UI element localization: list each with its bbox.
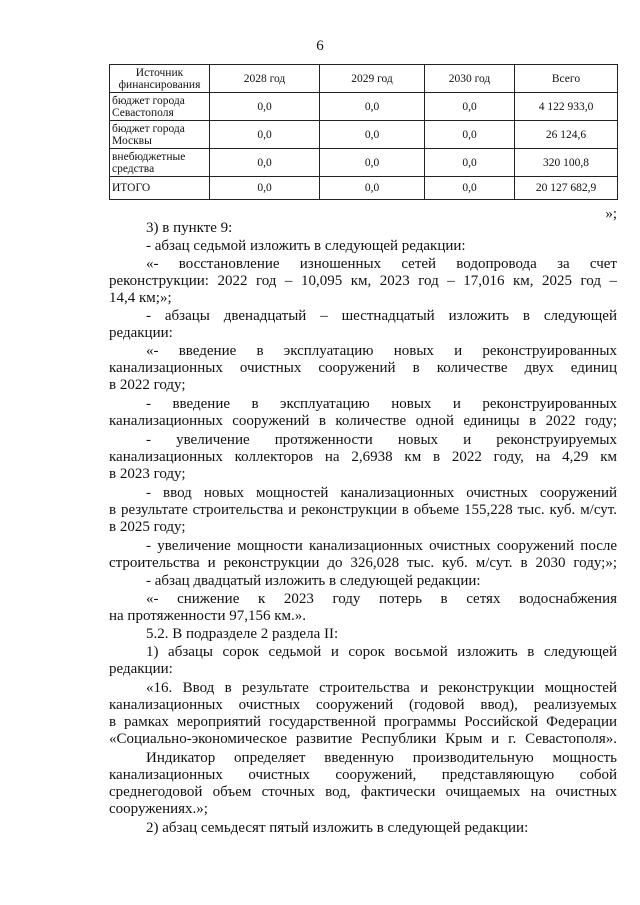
header-2029: 2029 год — [320, 65, 425, 93]
cell-2029: 0,0 — [320, 149, 425, 177]
text-line: «- снижение к 2023 году потерь в сетях водоснабжения — [146, 591, 617, 607]
table-row-total — [110, 177, 618, 200]
text-line: - увеличение мощности канализационных очистных сооружений после — [146, 538, 617, 554]
text-line: 3) в пункте 9: — [146, 220, 233, 236]
text-line: - увеличение протяженности новых и реконструируемых — [146, 432, 617, 448]
table-row — [110, 93, 618, 121]
text-line: - введение в эксплуатацию новых и реконструированных — [146, 396, 617, 412]
text-line: 2) абзац семьдесят пятый изложить в следующей редакции: — [146, 820, 529, 836]
cell-total: 20 127 682,9 — [515, 177, 618, 200]
table-row — [110, 121, 618, 149]
cell-2030: 0,0 — [425, 93, 515, 121]
header-total: Всего — [515, 65, 618, 93]
text-line: «16. Ввод в результате строительства и реконструкции мощностей — [146, 680, 617, 696]
cell-2028: 0,0 — [210, 93, 320, 121]
cell-total: 320 100,8 — [515, 149, 618, 177]
text-line: - ввод новых мощностей канализационных очистных сооружений — [146, 485, 617, 501]
text-line: «Социально-экономическое развитие Республики Крым и г. Севастополя». — [109, 731, 617, 747]
cell-source: внебюджетные средства — [110, 149, 210, 177]
text-line: в 2023 году; — [109, 466, 186, 482]
text-line: канализационных сооружений в количестве одной единицы в 2022 году; — [109, 413, 617, 429]
text-line: 5.2. В подразделе 2 раздела II: — [146, 626, 339, 642]
header-2028: 2028 год — [210, 65, 320, 93]
text-line: в результате строительства и реконструкции в объеме 155,228 тыс. куб. м/сут. — [109, 502, 617, 518]
table-header-row — [110, 65, 618, 93]
cell-2029: 0,0 — [320, 121, 425, 149]
text-line: в 2025 году; — [109, 519, 186, 535]
text-line: в рамках мероприятий государственной программы Российской Федерации — [109, 714, 617, 730]
cell-source: бюджет города Москвы — [110, 121, 210, 149]
text-line: сооружениях.»; — [109, 801, 208, 817]
text-line: редакции: — [109, 325, 173, 341]
text-line: »; — [605, 206, 617, 222]
cell-2030: 0,0 — [425, 149, 515, 177]
text-line: канализационных очистных сооружений в количестве двух единиц — [109, 360, 617, 376]
text-line: - абзацы двенадцатый – шестнадцатый изложить в следующей — [146, 308, 617, 324]
text-line: 1) абзацы сорок седьмой и сорок восьмой изложить в следующей — [146, 644, 617, 660]
text-line: - абзац двадцатый изложить в следующей редакции: — [146, 573, 481, 589]
financing-table — [109, 64, 618, 200]
cell-2028: 0,0 — [210, 149, 320, 177]
text-line: Индикатор определяет введенную производительную мощность — [146, 750, 617, 766]
text-line: на протяженности 97,156 км.». — [109, 608, 307, 624]
cell-total: 26 124,6 — [515, 121, 618, 149]
text-line: 14,4 км;»; — [109, 290, 172, 306]
text-line: - абзац седьмой изложить в следующей редакции: — [146, 238, 466, 254]
header-source: Источник финансирования — [110, 65, 210, 93]
page-number: 6 — [316, 38, 324, 54]
text-line: реконструкции: 2022 год – 10,095 км, 2023 год – 17,016 км, 2025 год – — [109, 273, 617, 289]
cell-2028: 0,0 — [210, 177, 320, 200]
cell-source: бюджет города Севастополя — [110, 93, 210, 121]
text-line: канализационных очистных сооружений (годовой ввод), реализуемых — [109, 697, 617, 713]
text-line: редакции: — [109, 661, 173, 677]
cell-total: 4 122 933,0 — [515, 93, 618, 121]
cell-source: ИТОГО — [110, 177, 210, 200]
text-line: «- введение в эксплуатацию новых и реконструированных — [146, 343, 617, 359]
cell-2028: 0,0 — [210, 121, 320, 149]
cell-2029: 0,0 — [320, 93, 425, 121]
cell-2030: 0,0 — [425, 121, 515, 149]
text-line: в 2022 году; — [109, 377, 186, 393]
header-2030: 2030 год — [425, 65, 515, 93]
text-line: «- восстановление изношенных сетей водопровода за счет — [146, 256, 617, 272]
table-row — [110, 149, 618, 177]
text-line: среднегодовой объем сточных вод, фактически очищаемых на очистных — [109, 784, 617, 800]
cell-2030: 0,0 — [425, 177, 515, 200]
text-line: канализационных очистных сооружений, представляющую собой — [109, 767, 617, 783]
text-line: строительства и реконструкции до 326,028 тыс. куб. м/сут. в 2030 году;»; — [109, 555, 617, 571]
text-line: канализационных коллекторов на 2,6938 км в 2022 году, на 4,29 км — [109, 449, 617, 465]
cell-2029: 0,0 — [320, 177, 425, 200]
